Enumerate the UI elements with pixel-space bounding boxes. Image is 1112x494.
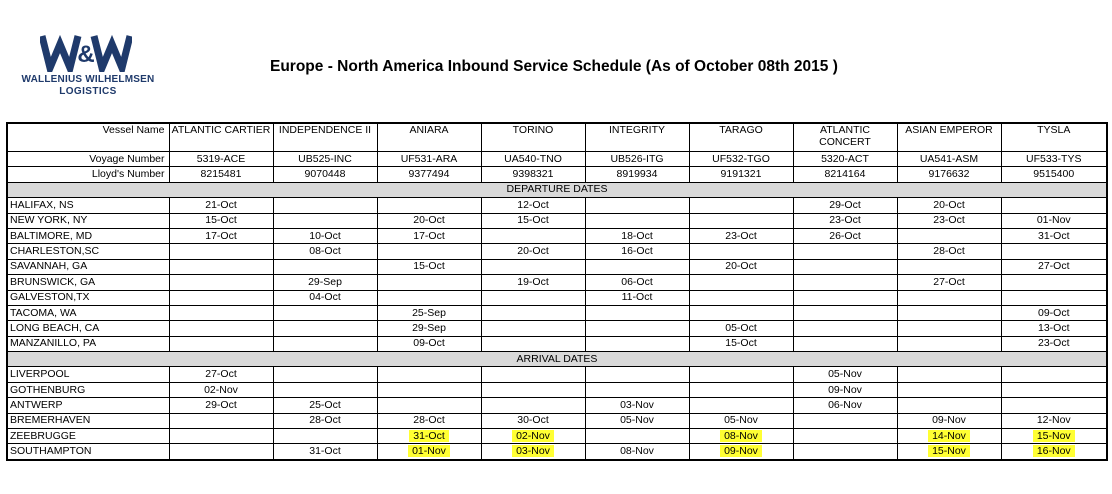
date-cell [585,213,689,228]
voyage-number: UF533-TYS [1001,152,1107,167]
svg-text:&: & [77,41,95,68]
schedule-row [7,244,1107,259]
date-cell [481,290,585,305]
date-cell: 17-Oct [169,228,273,243]
date-cell: 05-Nov [689,413,793,428]
lloyds-number: 9515400 [1001,167,1107,182]
date-cell: 05-Nov [793,367,897,382]
date-cell: 13-Oct [1001,321,1107,336]
date-cell: 18-Oct [585,228,689,243]
date-cell [481,444,585,460]
date-cell: 11-Oct [585,290,689,305]
date-cell: 19-Oct [481,275,585,290]
date-cell [273,367,377,382]
date-cell [793,413,897,428]
schedule-row [7,321,1107,336]
date-cell [1001,244,1107,259]
date-cell: 28-Oct [897,244,1001,259]
date-cell [793,336,897,351]
port-name: BREMERHAVEN [7,413,169,428]
port-name: LONG BEACH, CA [7,321,169,336]
port-name: SAVANNAH, GA [7,259,169,274]
date-cell [273,259,377,274]
date-cell [169,413,273,428]
lloyds-number: 8214164 [793,167,897,182]
date-cell [377,367,481,382]
date-cell: 09-Oct [377,336,481,351]
lloyds-number: 9176632 [897,167,1001,182]
date-cell [689,213,793,228]
date-cell: 08-Nov [585,444,689,460]
voyage-number: UA541-ASM [897,152,1001,167]
date-cell: 20-Oct [481,244,585,259]
date-cell [689,398,793,413]
date-cell: 09-Oct [1001,305,1107,320]
schedule-row [7,290,1107,305]
ww-logo-icon [40,32,132,72]
date-cell: 15-Oct [377,259,481,274]
date-cell: 12-Oct [481,198,585,213]
lloyds-number: 8919934 [585,167,689,182]
voyage-number: UA540-TNO [481,152,585,167]
date-cell: 09-Nov [897,413,1001,428]
date-cell: 29-Sep [377,321,481,336]
date-cell: 05-Nov [585,413,689,428]
date-cell [273,336,377,351]
schedule-row [7,382,1107,397]
port-name: LIVERPOOL [7,367,169,382]
date-cell [585,367,689,382]
vessel-name: ATLANTIC CARTIER [169,123,273,152]
date-cell [897,290,1001,305]
date-cell: 27-Oct [897,275,1001,290]
schedule-row [7,198,1107,213]
vessel-name: ANIARA [377,123,481,152]
date-cell [1001,367,1107,382]
date-cell [481,382,585,397]
date-cell: 10-Oct [273,228,377,243]
date-cell [585,382,689,397]
voyage-number: UF531-ARA [377,152,481,167]
date-cell: 29-Sep [273,275,377,290]
schedule-row [7,259,1107,274]
date-cell [689,198,793,213]
date-cell: 27-Oct [169,367,273,382]
date-cell [377,290,481,305]
date-cell [689,444,793,460]
port-name: GALVESTON,TX [7,290,169,305]
date-cell [897,305,1001,320]
schedule-row [7,213,1107,228]
date-cell: 28-Oct [377,413,481,428]
port-name: BALTIMORE, MD [7,228,169,243]
date-cell [1001,382,1107,397]
page-title: Europe - North America Inbound Service Schedule (As of October 08th 2015 ) [270,58,838,75]
voyage-number-label: Voyage Number [7,152,169,167]
date-cell [273,305,377,320]
service-schedule-table [6,122,1108,461]
date-cell [273,198,377,213]
lloyds-number: 8215481 [169,167,273,182]
date-cell [897,382,1001,397]
highlighted-date: 03-Nov [512,445,554,457]
vessel-name: ASIAN EMPEROR [897,123,1001,152]
lloyds-number-label: Lloyd's Number [7,167,169,182]
schedule-row [7,275,1107,290]
date-cell [481,429,585,444]
date-cell [377,398,481,413]
date-cell [169,275,273,290]
date-cell: 31-Oct [273,444,377,460]
date-cell [169,305,273,320]
date-cell [897,228,1001,243]
date-cell [169,244,273,259]
vessel-name: ATLANTIC CONCERT [793,123,897,152]
port-name: CHARLESTON,SC [7,244,169,259]
date-cell [897,367,1001,382]
logo-company-name: WALLENIUS WILHELMSEN [21,74,155,85]
date-cell [273,213,377,228]
date-cell [689,290,793,305]
date-cell [273,429,377,444]
date-cell: 21-Oct [169,198,273,213]
date-cell [793,290,897,305]
date-cell [793,429,897,444]
date-cell [897,429,1001,444]
port-name: MANZANILLO, PA [7,336,169,351]
date-cell [897,444,1001,460]
schedule-row [7,305,1107,320]
schedule-row [7,429,1107,444]
date-cell [793,275,897,290]
date-cell [481,398,585,413]
date-cell [273,321,377,336]
date-cell [689,367,793,382]
highlighted-date: 01-Nov [408,445,450,457]
date-cell: 06-Oct [585,275,689,290]
date-cell: 05-Oct [689,321,793,336]
highlighted-date: 09-Nov [720,445,762,457]
date-cell [897,321,1001,336]
voyage-number: UB526-ITG [585,152,689,167]
date-cell: 25-Sep [377,305,481,320]
voyage-number: 5319-ACE [169,152,273,167]
date-cell [169,336,273,351]
date-cell [169,259,273,274]
date-cell [481,228,585,243]
date-cell: 20-Oct [377,213,481,228]
vessel-name-row [7,123,1107,152]
lloyds-number-row [7,167,1107,182]
lloyds-number: 9377494 [377,167,481,182]
date-cell: 27-Oct [1001,259,1107,274]
date-cell [793,444,897,460]
date-cell [897,259,1001,274]
vessel-name-label: Vessel Name [7,123,169,152]
voyage-number: 5320-ACT [793,152,897,167]
port-name: SOUTHAMPTON [7,444,169,460]
date-cell [169,321,273,336]
voyage-number: UF532-TGO [689,152,793,167]
highlighted-date: 02-Nov [512,430,554,442]
date-cell: 02-Nov [169,382,273,397]
date-cell [273,382,377,397]
date-cell [169,444,273,460]
lloyds-number: 9070448 [273,167,377,182]
arrival-dates-section-header: ARRIVAL DATES [7,352,1107,367]
date-cell: 20-Oct [689,259,793,274]
date-cell [1001,275,1107,290]
vessel-name: TARAGO [689,123,793,152]
date-cell [377,382,481,397]
port-name: ANTWERP [7,398,169,413]
date-cell [585,198,689,213]
port-name: HALIFAX, NS [7,198,169,213]
date-cell [585,305,689,320]
date-cell [377,444,481,460]
date-cell [689,429,793,444]
date-cell [585,259,689,274]
date-cell: 31-Oct [1001,228,1107,243]
date-cell: 09-Nov [793,382,897,397]
logo-division-name: LOGISTICS [59,86,117,97]
vessel-name: INTEGRITY [585,123,689,152]
date-cell: 29-Oct [169,398,273,413]
date-cell [481,336,585,351]
schedule-row [7,444,1107,460]
date-cell: 15-Oct [481,213,585,228]
highlighted-date: 14-Nov [928,430,970,442]
highlighted-date: 08-Nov [720,430,762,442]
date-cell: 15-Oct [169,213,273,228]
date-cell [689,305,793,320]
highlighted-date: 16-Nov [1033,445,1075,457]
voyage-number-row [7,152,1107,167]
date-cell [689,244,793,259]
date-cell [169,429,273,444]
date-cell: 17-Oct [377,228,481,243]
date-cell: 16-Oct [585,244,689,259]
date-cell: 04-Oct [273,290,377,305]
date-cell [1001,429,1107,444]
date-cell [689,275,793,290]
date-cell [481,367,585,382]
date-cell: 26-Oct [793,228,897,243]
date-cell: 01-Nov [1001,213,1107,228]
date-cell: 23-Oct [897,213,1001,228]
company-logo [8,32,163,100]
date-cell: 15-Oct [689,336,793,351]
date-cell: 25-Oct [273,398,377,413]
date-cell [585,321,689,336]
date-cell [377,244,481,259]
date-cell [793,321,897,336]
date-cell [793,305,897,320]
date-cell [481,321,585,336]
port-name: TACOMA, WA [7,305,169,320]
schedule-row [7,336,1107,351]
date-cell [585,336,689,351]
date-cell: 20-Oct [897,198,1001,213]
date-cell [897,398,1001,413]
date-cell: 12-Nov [1001,413,1107,428]
date-cell [1001,290,1107,305]
date-cell [585,429,689,444]
schedule-row [7,398,1107,413]
date-cell [1001,198,1107,213]
date-cell [793,244,897,259]
highlighted-date: 31-Oct [409,430,449,442]
date-cell [481,259,585,274]
date-cell [481,305,585,320]
vessel-name: TORINO [481,123,585,152]
date-cell [377,429,481,444]
date-cell: 03-Nov [585,398,689,413]
lloyds-number: 9398321 [481,167,585,182]
date-cell: 23-Oct [689,228,793,243]
schedule-row [7,228,1107,243]
port-name: BRUNSWICK, GA [7,275,169,290]
date-cell: 29-Oct [793,198,897,213]
departure-dates-section [7,182,1107,197]
vessel-name: INDEPENDENCE II [273,123,377,152]
lloyds-number: 9191321 [689,167,793,182]
port-name: NEW YORK, NY [7,213,169,228]
departure-dates-section-header: DEPARTURE DATES [7,182,1107,197]
highlighted-date: 15-Nov [1033,430,1075,442]
date-cell: 23-Oct [793,213,897,228]
schedule-row [7,367,1107,382]
date-cell [169,290,273,305]
date-cell [377,275,481,290]
highlighted-date: 15-Nov [928,445,970,457]
arrival-dates-section [7,352,1107,367]
schedule-row [7,413,1107,428]
date-cell [1001,398,1107,413]
date-cell: 08-Oct [273,244,377,259]
vessel-name: TYSLA [1001,123,1107,152]
date-cell: 06-Nov [793,398,897,413]
port-name: GOTHENBURG [7,382,169,397]
date-cell [897,336,1001,351]
voyage-number: UB525-INC [273,152,377,167]
date-cell: 28-Oct [273,413,377,428]
date-cell [377,198,481,213]
port-name: ZEEBRUGGE [7,429,169,444]
date-cell [793,259,897,274]
date-cell: 23-Oct [1001,336,1107,351]
date-cell: 30-Oct [481,413,585,428]
date-cell [689,382,793,397]
date-cell [1001,444,1107,460]
